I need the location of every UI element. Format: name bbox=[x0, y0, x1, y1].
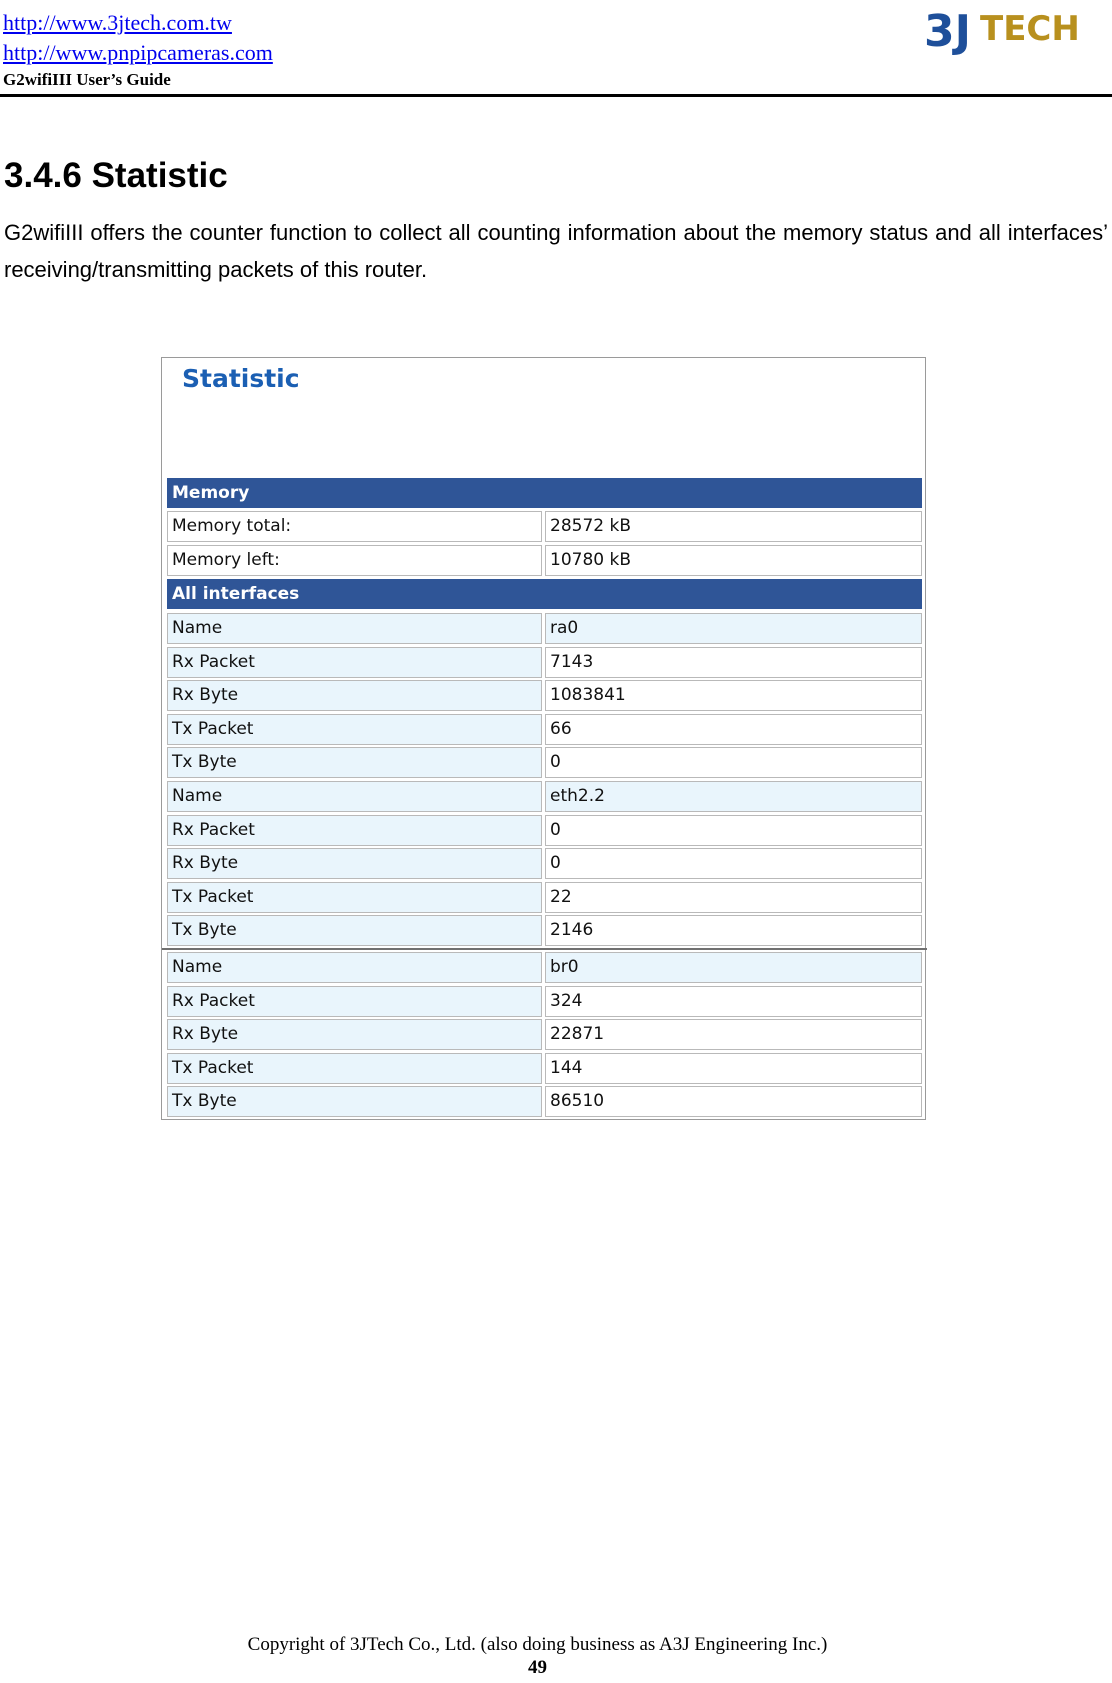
row-value: 22871 bbox=[545, 1019, 922, 1050]
row-label: Tx Packet bbox=[167, 714, 542, 745]
row-label: Rx Byte bbox=[167, 848, 542, 879]
table-row bbox=[167, 747, 922, 779]
table-row bbox=[167, 1019, 922, 1051]
row-value: 324 bbox=[545, 986, 922, 1017]
row-label: Tx Packet bbox=[167, 882, 542, 913]
row-label: Rx Packet bbox=[167, 815, 542, 846]
memory-header: Memory bbox=[167, 478, 922, 508]
table-row bbox=[167, 1053, 922, 1085]
page-number: 49 bbox=[528, 1657, 547, 1678]
table-row bbox=[167, 613, 922, 645]
memory-rows bbox=[167, 511, 922, 578]
memory-left-value: 10780 kB bbox=[545, 545, 922, 576]
row-label: Tx Byte bbox=[167, 1086, 542, 1117]
row-value: 66 bbox=[545, 714, 922, 745]
statistic-title: Statistic bbox=[182, 364, 300, 393]
guide-title: G2wifiIII User’s Guide bbox=[3, 70, 171, 89]
interface-group-ra0 bbox=[167, 613, 922, 781]
row-value: 0 bbox=[545, 815, 922, 846]
header-rule bbox=[0, 94, 1112, 97]
all-interfaces-header: All interfaces bbox=[167, 579, 922, 609]
row-label: Name bbox=[167, 952, 542, 983]
header-link-pnpipcameras[interactable]: http://www.pnpipcameras.com bbox=[3, 40, 273, 65]
3jtech-logo bbox=[922, 2, 1080, 58]
interface-group-eth2-2 bbox=[167, 781, 922, 949]
row-value: 22 bbox=[545, 882, 922, 913]
header-link-3jtech[interactable]: http://www.3jtech.com.tw bbox=[3, 10, 232, 35]
statistic-screenshot bbox=[161, 357, 926, 1120]
row-label: Tx Packet bbox=[167, 1053, 542, 1084]
row-value: 1083841 bbox=[545, 680, 922, 711]
row-label: Name bbox=[167, 781, 542, 812]
memory-total-label: Memory total: bbox=[167, 511, 542, 542]
table-row bbox=[167, 545, 922, 577]
row-label: Rx Byte bbox=[167, 1019, 542, 1050]
interface-group-br0 bbox=[167, 952, 922, 1120]
row-value: 144 bbox=[545, 1053, 922, 1084]
table-row bbox=[167, 511, 922, 543]
row-label: Tx Byte bbox=[167, 747, 542, 778]
table-row bbox=[167, 647, 922, 679]
row-label: Rx Packet bbox=[167, 986, 542, 1017]
copyright-text: Copyright of 3JTech Co., Ltd. (also doing business as A3J Engineering Inc.) bbox=[247, 1634, 828, 1655]
row-value: 0 bbox=[545, 848, 922, 879]
table-row bbox=[167, 986, 922, 1018]
section-title: 3.4.6 Statistic bbox=[4, 156, 228, 195]
row-label: Rx Byte bbox=[167, 680, 542, 711]
row-label: Tx Byte bbox=[167, 915, 542, 946]
memory-total-value: 28572 kB bbox=[545, 511, 922, 542]
table-row bbox=[167, 915, 922, 947]
table-row bbox=[167, 680, 922, 712]
table-row bbox=[167, 781, 922, 813]
row-value: eth2.2 bbox=[545, 781, 922, 812]
row-label: Rx Packet bbox=[167, 647, 542, 678]
group-divider bbox=[162, 948, 927, 950]
table-row bbox=[167, 882, 922, 914]
table-row bbox=[167, 815, 922, 847]
row-value: br0 bbox=[545, 952, 922, 983]
row-value: 2146 bbox=[545, 915, 922, 946]
table-row bbox=[167, 952, 922, 984]
row-value: 86510 bbox=[545, 1086, 922, 1117]
section-intro: G2wifiIII offers the counter function to collect all counting information about the memory status and all interfaces’ receiving/transmitting packets of this router. bbox=[4, 220, 1108, 282]
memory-left-label: Memory left: bbox=[167, 545, 542, 576]
logo-tech-text: TECH bbox=[980, 9, 1080, 49]
logo-3j-text: 3J bbox=[924, 6, 971, 57]
row-value: 0 bbox=[545, 747, 922, 778]
row-value: ra0 bbox=[545, 613, 922, 644]
table-row bbox=[167, 1086, 922, 1118]
table-row bbox=[167, 848, 922, 880]
table-row bbox=[167, 714, 922, 746]
row-label: Name bbox=[167, 613, 542, 644]
row-value: 7143 bbox=[545, 647, 922, 678]
